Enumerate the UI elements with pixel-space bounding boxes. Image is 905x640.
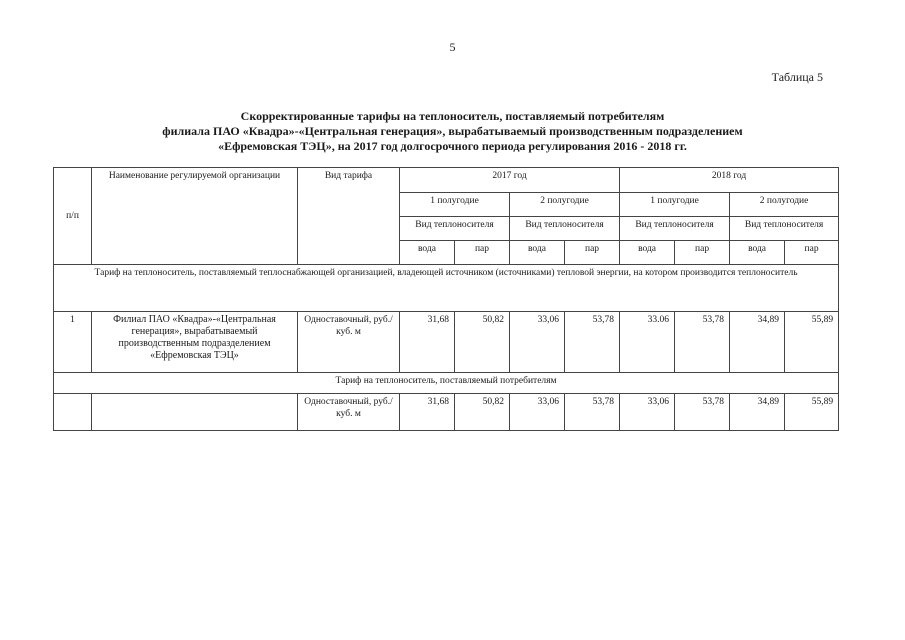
table-row xyxy=(54,312,839,373)
title-line-3: «Ефремовская ТЭЦ», на 2017 год долгосрочного периода регулирования 2016 - 2018 гг. xyxy=(218,139,687,153)
section-row-2 xyxy=(54,373,839,394)
header-2018-half-2: 2 полугодие xyxy=(730,193,839,217)
value-cell: 33,06 xyxy=(510,394,565,431)
page-number: 5 xyxy=(449,40,456,54)
tariff-table xyxy=(53,167,839,431)
header-tariff-type: Вид тарифа xyxy=(298,168,400,265)
value-cell: 53,78 xyxy=(565,312,620,373)
header-year-2017: 2017 год xyxy=(400,168,620,193)
value-cell: 31,68 xyxy=(400,394,455,431)
value-cell: 33,06 xyxy=(510,312,565,373)
header-water: вода xyxy=(400,241,455,265)
value-cell: 53,78 xyxy=(675,312,730,373)
value-cell: 33,06 xyxy=(620,394,675,431)
row-num xyxy=(54,394,92,431)
title-line-1: Скорректированные тарифы на теплоноситель, поставляемый потребителям xyxy=(240,109,665,123)
table-caption: Таблица 5 xyxy=(771,70,823,84)
header-water: вода xyxy=(620,241,675,265)
value-cell: 34,89 xyxy=(730,312,785,373)
header-steam: пар xyxy=(785,241,839,265)
section-row-1 xyxy=(54,265,839,312)
value-cell: 50,82 xyxy=(455,312,510,373)
header-org: Наименование регулируемой организации xyxy=(92,168,298,265)
header-water: вода xyxy=(730,241,785,265)
tariff-type: Одноставочный, руб./куб. м xyxy=(298,312,400,373)
header-2017-half-1: 1 полугодие xyxy=(400,193,510,217)
value-cell: 31,68 xyxy=(400,312,455,373)
value-cell: 53,78 xyxy=(565,394,620,431)
value-cell: 33.06 xyxy=(620,312,675,373)
header-coolant: Вид теплоносителя xyxy=(730,217,839,241)
header-num: п/п xyxy=(54,168,92,265)
value-cell: 55,89 xyxy=(785,394,839,431)
header-coolant: Вид теплоносителя xyxy=(620,217,730,241)
value-cell: 34,89 xyxy=(730,394,785,431)
tariff-type: Одноставочный, руб./куб. м xyxy=(298,394,400,431)
header-year-2018: 2018 год xyxy=(620,168,839,193)
value-cell: 50,82 xyxy=(455,394,510,431)
header-coolant: Вид теплоносителя xyxy=(400,217,510,241)
section-title: Тариф на теплоноситель, поставляемый теплоснабжающей организацией, владеющей источником (источниками) тепловой энергии, на котором производится теплоноситель xyxy=(54,265,839,312)
row-num: 1 xyxy=(54,312,92,373)
header-steam: пар xyxy=(675,241,730,265)
table-row xyxy=(54,394,839,431)
header-2017-half-2: 2 полугодие xyxy=(510,193,620,217)
header-water: вода xyxy=(510,241,565,265)
org-name xyxy=(92,394,298,431)
section-title: Тариф на теплоноситель, поставляемый потребителям xyxy=(54,373,839,394)
value-cell: 53,78 xyxy=(675,394,730,431)
title-line-2: филиала ПАО «Квадра»-«Центральная генерация», вырабатываемый производственным подразделением xyxy=(162,124,743,138)
header-coolant: Вид теплоносителя xyxy=(510,217,620,241)
header-steam: пар xyxy=(565,241,620,265)
header-steam: пар xyxy=(455,241,510,265)
header-row-years xyxy=(54,168,839,193)
document-title xyxy=(100,109,805,154)
header-2018-half-1: 1 полугодие xyxy=(620,193,730,217)
org-name: Филиал ПАО «Квадра»-«Центральная генерация», вырабатываемый производственным подразделением «Ефремовская ТЭЦ» xyxy=(92,312,298,373)
value-cell: 55,89 xyxy=(785,312,839,373)
